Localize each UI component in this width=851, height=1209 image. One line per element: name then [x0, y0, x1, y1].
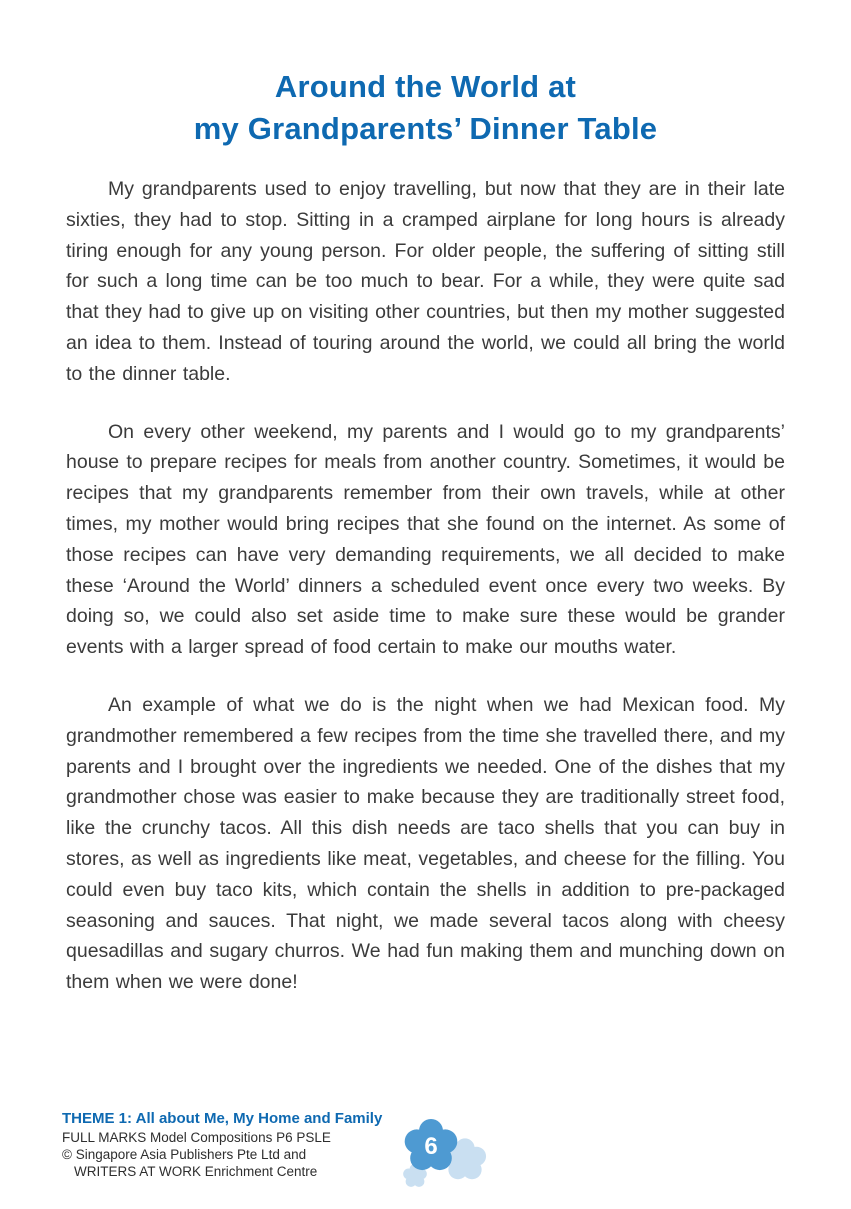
composition-body — [66, 174, 785, 998]
title-line-1: Around the World at — [274, 69, 577, 104]
publisher-line-3: WRITERS AT WORK Enrichment Centre — [74, 1164, 318, 1179]
theme-label: THEME 1: All about Me, My Home and Family — [62, 1110, 383, 1127]
publisher-line-1: FULL MARKS Model Compositions P6 PSLE — [62, 1130, 331, 1145]
paragraph-2: On every other weekend, my parents and I would go to my grandparents’ house to prepare recipes for meals from another country. Sometimes, it would be recipes that my grandparents remember from their own travels, while at other times, my mother would bring recipes that she found on the internet. As some of those recipes can have very demanding requirements, we all decided to make these ‘Around the World’ dinners a scheduled event once every two weeks. By doing so, we could also set aside time to make sure these would be grander events with a larger spread of food certain to make our mouths water. — [66, 420, 785, 659]
title-line-2: my Grandparents’ Dinner Table — [193, 111, 658, 146]
paragraph-3: An example of what we do is the night when we had Mexican food. My grandmother remembered a few recipes from the time she travelled there, and my parents and I brought over the ingredients we needed. One of the dishes that my grandmother chose was easier to make because they are traditionally street food, like the crunchy tacos. All this dish needs are taco shells that you can buy in stores, as well as ingredients like meat, vegetables, and cheese for the filling. You could even buy taco kits, which contain the shells in addition to pre-packaged seasoning and sauces. That night, we made several tacos along with cheesy quesadillas and sugary churros. We had fun making them and munching down on them when we were done! — [66, 693, 785, 994]
page-title — [66, 66, 785, 150]
page-number: 6 — [424, 1133, 438, 1160]
publisher-line-2: © Singapore Asia Publishers Pte Ltd and — [62, 1147, 307, 1162]
paragraph-1: My grandparents used to enjoy travelling, but now that they are in their late sixties, they had to stop. Sitting in a cramped airplane for long hours is already tiring enough for any young person. For older people, the suffering of sitting still for such a long time can be too much to bear. For a while, they were quite sad that they had to give up on visiting other countries, but then my mother suggested an idea to them. Instead of touring around the world, we could all bring the world to the dinner table. — [66, 178, 785, 385]
page-number-badge — [356, 1096, 506, 1196]
